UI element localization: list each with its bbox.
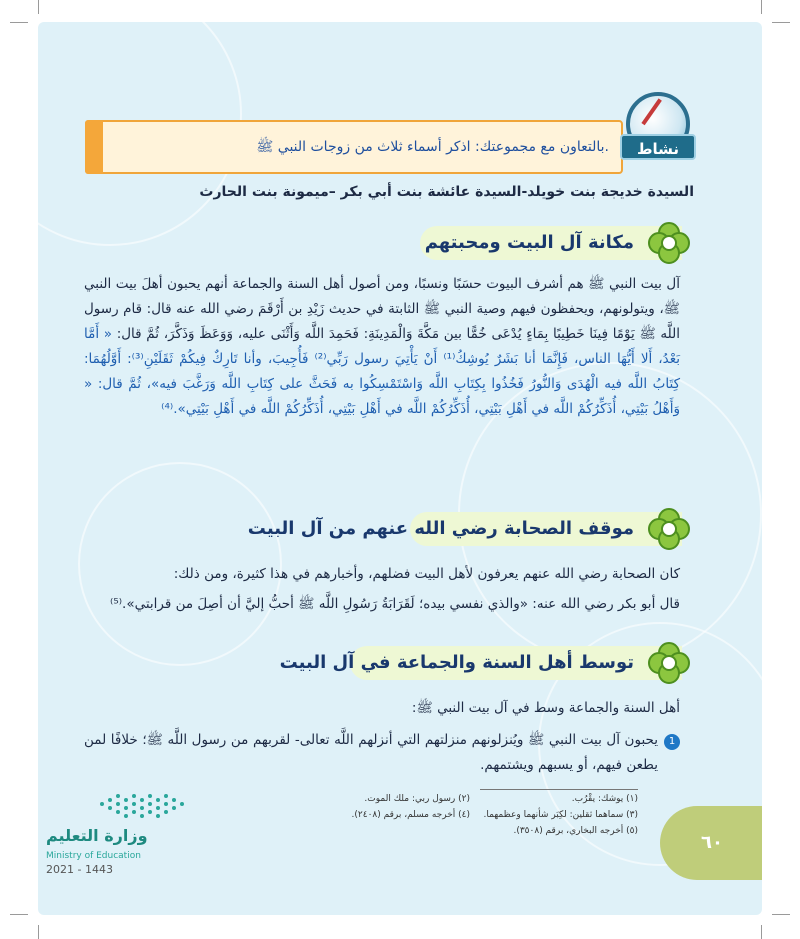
activity-badge-label: نشاط [620, 134, 696, 160]
section2-line1: كان الصحابة رضي الله عنهم يعرفون لأهل البيت فضلهم، وأخبارهم في هذا كثيرة، ومن ذلك: [173, 566, 680, 582]
section-title: مكانة آل البيت ومحبتهم [420, 226, 682, 260]
crop-mark [38, 0, 39, 14]
section-header-companions-stance [247, 512, 682, 546]
crop-mark [10, 914, 28, 915]
section-title: موقف الصحابة رضي الله عنهم من آل البيت [410, 512, 682, 546]
section3-bullet-text: يحبون آل بيت النبي ﷺ ويُنزلونهم منزلتهم التي أنزلهم اللَّه تعالى- لقربهم من رسول اللَّه ﷺ؛ خلافًا لمن يطعن فيهم، أو يسبهم ويشتمهم. [84, 732, 658, 773]
flower-icon [648, 508, 690, 550]
ministry-name-arabic: وزارة التعليم [46, 826, 148, 845]
section1-hadith: « أَمَّا بَعْدُ، أَلا أَيُّهَا الناس، فَإِنَّمَا أنا بَشَرٌ يُوشِكُ⁽¹⁾ أَنْ يَأْتِيَ رسول رَبِّي⁽²⁾ فَأُجِيبَ، وأنا تَارِكٌ فِيكُمْ ثَقَلَيْنِ⁽³⁾: أَوَّلُهُمَا: كِتَابُ اللَّه فيه الْهُدَى وَالنُّورُ فَخُذُوا بِكِتَابِ اللَّه وَاسْتَمْسِكُوا به فَحَثَّ على كِتَابِ اللَّه وَرَغَّبَ فيه»، ثُمَّ قال: « وَأَهْلُ بَيْتِي، أُذَكِّرُكُمْ اللَّه في أَهْلِ بَيْتِي، أُذَكِّرُكُمْ اللَّه في أَهْلِ بَيْتِي، أُذَكِّرُكُمْ اللَّه في أَهْلِ بَيْتِي».⁽⁴⁾ [84, 326, 681, 417]
footnote-3: (٣) سماهما ثقلين: لكِبَر شأنهما وعظمهما. [483, 810, 638, 820]
footnote-1: (١) يوشك: يقْرُب. [571, 794, 638, 804]
section1-paragraph [84, 272, 680, 422]
section3-intro: أهل السنة والجماعة وسط في آل بيت النبي ﷺ: [411, 700, 680, 716]
flower-icon [648, 642, 690, 684]
section-header-moderation [279, 646, 682, 680]
flower-icon [648, 222, 690, 264]
section-header-ahl-albayt-status [420, 226, 682, 260]
ministry-logo-icon [100, 794, 190, 824]
activity-prompt: بالتعاون مع مجموعتك: اذكر أسماء ثلاث من زوجات النبي ﷺ. [256, 139, 609, 155]
activity-answer: السيدة خديجة بنت خويلد-السيدة عائشة بنت أبي بكر –ميمونة بنت الحارث [199, 184, 694, 200]
activity-badge [620, 92, 696, 172]
footnote-4: (٤) أخرجه مسلم، برقم (٢٤٠٨). [351, 810, 470, 820]
section1-body: آل بيت النبي ﷺ هم أشرف البيوت حسَبًا ونسبًا، ومن أصول أهل السنة والجماعة أنهم يحبون أهلَ بيت النبي ﷺ، ويتولونهم، ويحفظون فيهم وصية النبي ﷺ الثابتة في حديث زَيْدِ بن أَرْقَمَ رضي الله عنه قال: قام رسول اللَّه ﷺ يَوْمًا فِينَا خَطِيبًا بِمَاءٍ يُدْعَى خُمًّا بين مَكَّةَ وَالْمَدِينَةِ: فَحَمِدَ اللَّه وَأَثْنَى عليه، وَوَعَظَ وَذَكَّرَ، ثُمَّ قال: [84, 276, 680, 342]
crop-mark [38, 925, 39, 939]
bullet-number: 1 [664, 734, 680, 750]
activity-box [85, 120, 623, 174]
section-title: توسط أهل السنة والجماعة في آل البيت [350, 646, 682, 680]
crop-mark [772, 22, 790, 23]
ministry-name-english: Ministry of Education [46, 851, 141, 861]
crop-mark [761, 0, 762, 14]
section2-line2: قال أبو بكر رضي الله عنه: «والذي نفسي بيده؛ لَقَرَابَةُ رَسُولِ اللَّه ﷺ أحبُّ إليَّ أن أصِلَ من قرابتي».⁽⁵⁾ [109, 596, 680, 612]
footnote-divider [480, 789, 638, 790]
crop-mark [761, 925, 762, 939]
footnote-5: (٥) أخرجه البخاري، برقم (٣٥٠٨). [513, 826, 638, 836]
crop-mark [772, 914, 790, 915]
edition-year: 2021 - 1443 [46, 863, 113, 876]
page-number: ٦٠ [701, 832, 723, 853]
footnote-2: (٢) رسول ربي: ملك الموت. [364, 794, 470, 804]
activity-stripe [85, 120, 103, 174]
crop-mark [10, 22, 28, 23]
